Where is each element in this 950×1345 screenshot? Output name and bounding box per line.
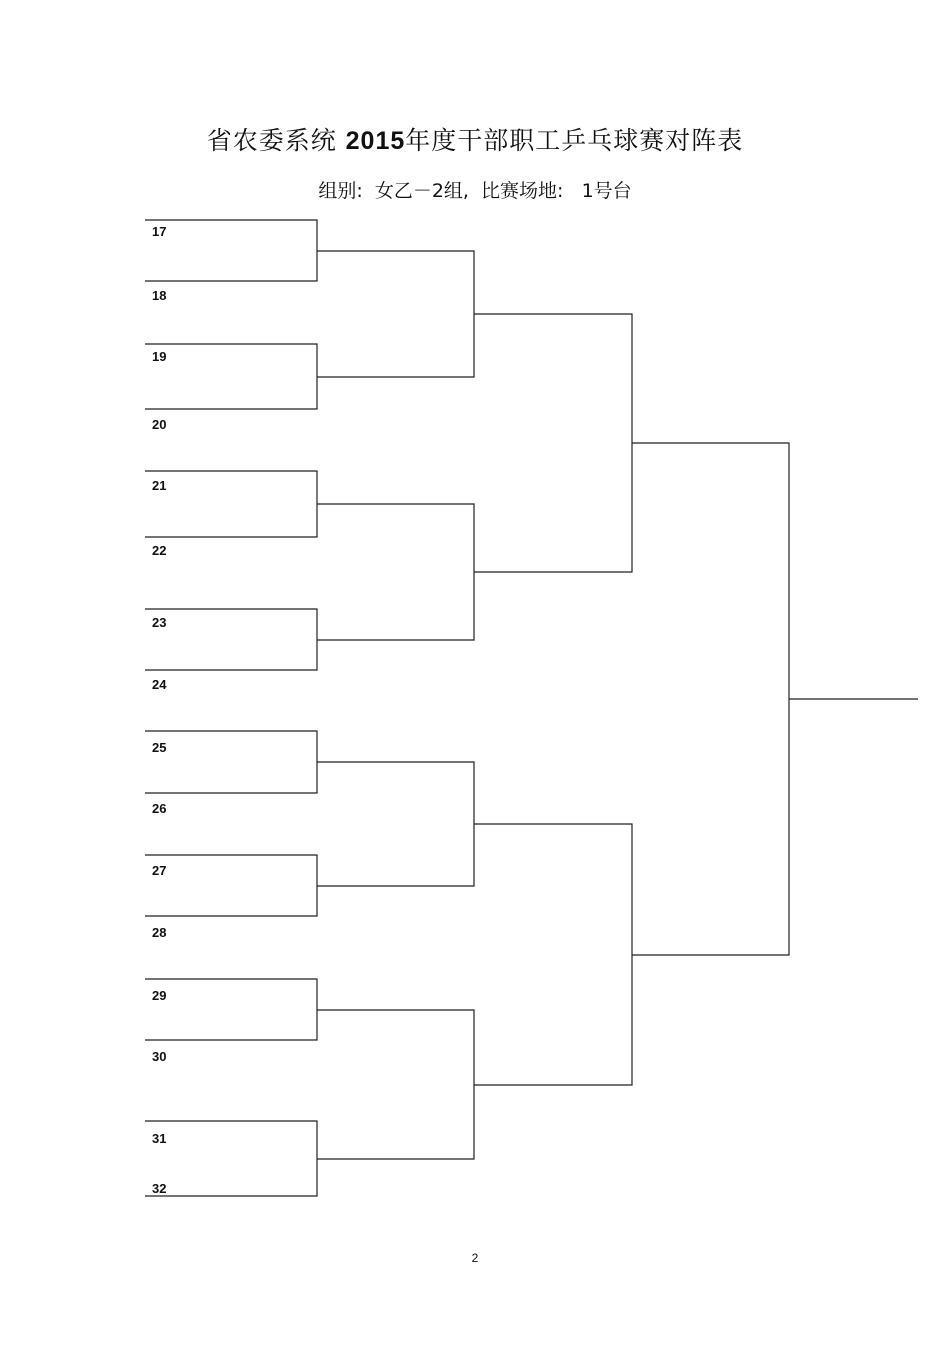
seed-label: 22	[152, 543, 167, 558]
seed-label: 30	[152, 1049, 167, 1064]
match-line-r2	[317, 1010, 474, 1159]
match-line-r1	[145, 471, 317, 537]
seed-label: 29	[152, 988, 167, 1003]
seed-label: 26	[152, 801, 167, 816]
match-line-r2	[317, 504, 474, 640]
seed-label: 24	[152, 677, 167, 692]
seed-label: 25	[152, 740, 167, 755]
seed-label: 31	[152, 1131, 167, 1146]
seed-label: 21	[152, 478, 167, 493]
match-line-r2	[317, 251, 474, 377]
seed-labels	[152, 224, 167, 1196]
seed-label: 20	[152, 417, 167, 432]
seed-label: 17	[152, 224, 167, 239]
venue-label: 比赛场地:	[481, 180, 564, 202]
title-year: 2015	[345, 127, 406, 155]
seed-label: 28	[152, 925, 167, 940]
bracket-lines	[145, 220, 918, 1196]
title-suffix: 年度干部职工乒乓球赛对阵表	[405, 126, 744, 155]
seed-label: 18	[152, 288, 167, 303]
match-line-r1	[145, 344, 317, 409]
group-label: 组别:	[318, 180, 363, 202]
match-line-r3	[474, 824, 632, 1085]
match-line-r1	[145, 1121, 317, 1196]
page-number: 2	[471, 1251, 479, 1265]
seed-label: 23	[152, 615, 167, 630]
match-line-final	[632, 443, 789, 955]
match-line-r1	[145, 220, 317, 281]
match-line-r1	[145, 979, 317, 1040]
match-line-r1	[145, 609, 317, 670]
match-line-r1	[145, 855, 317, 916]
match-line-r1	[145, 731, 317, 793]
venue-value: 1号台	[581, 180, 632, 202]
title-prefix: 省农委系统	[206, 126, 337, 155]
seed-label: 19	[152, 349, 167, 364]
match-line-r3	[474, 314, 632, 572]
group-value: 女乙－2组,	[374, 180, 469, 202]
match-line-r2	[317, 762, 474, 886]
seed-label: 27	[152, 863, 167, 878]
seed-label: 32	[152, 1181, 167, 1196]
